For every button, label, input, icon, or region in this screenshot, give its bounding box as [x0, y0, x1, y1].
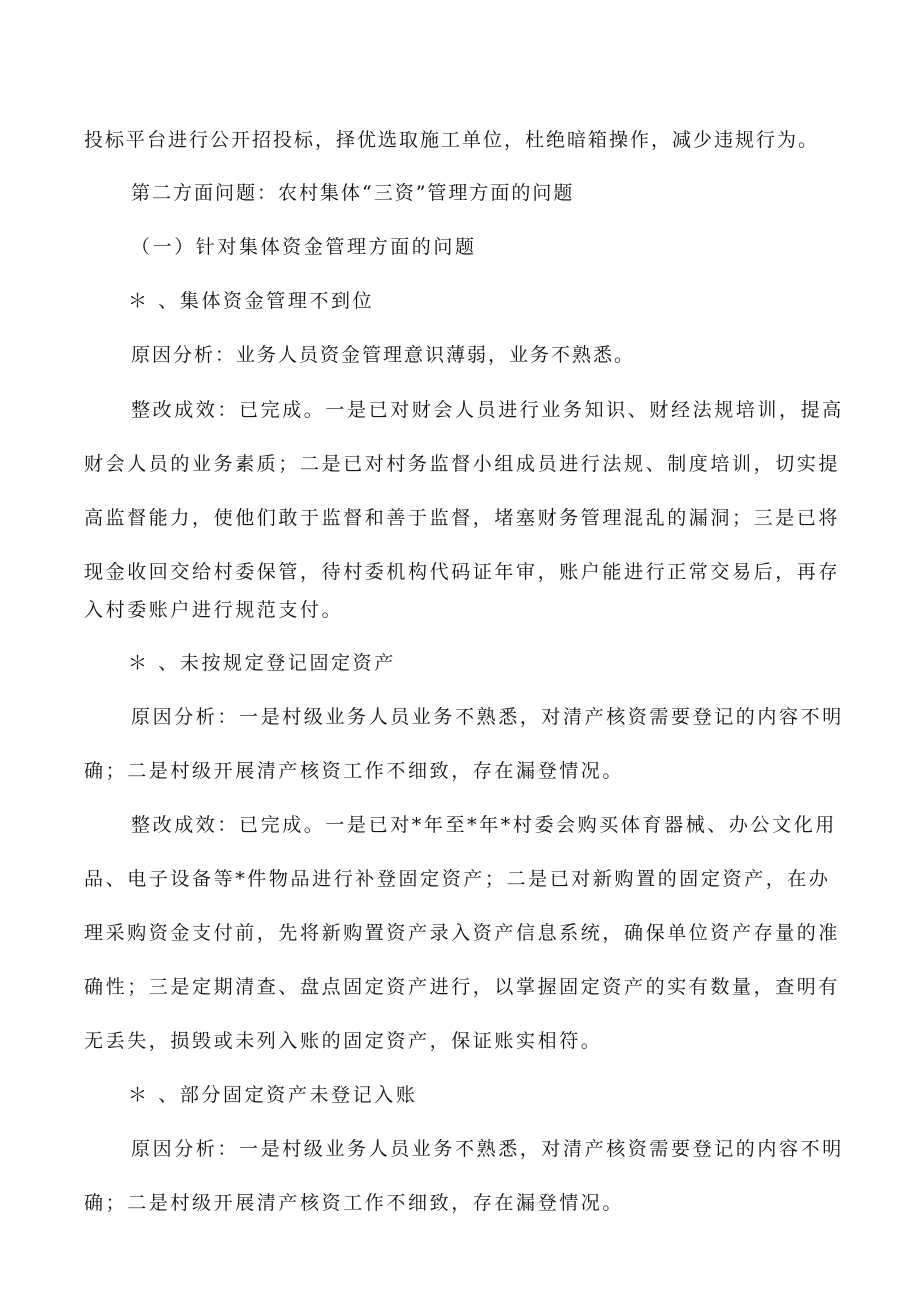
body-line: 确；二是村级开展清产核资工作不细致，存在漏登情况。 — [84, 760, 625, 782]
body-line: 财会人员的业务素质；二是已对村务监督小组成员进行法规、制度培训，切实提 — [84, 453, 841, 475]
body-line: 投标平台进行公开招投标，择优选取施工单位，杜绝暗箱操作，减少违规行为。 — [84, 129, 820, 151]
subsection-heading: （一）针对集体资金管理方面的问题 — [131, 236, 477, 258]
body-line: 原因分析：一是村级业务人员业务不熟悉，对清产核资需要登记的内容不明 — [131, 706, 844, 728]
body-line: 品、电子设备等*件物品进行补登固定资产；二是已对新购置的固定资产，在办 — [84, 868, 831, 890]
item-heading: ＊ 、未按规定登记固定资产 — [128, 652, 396, 674]
body-line: 原因分析：一是村级业务人员业务不熟悉，对清产核资需要登记的内容不明 — [131, 1138, 844, 1160]
body-line: 原因分析：业务人员资金管理意识薄弱，业务不熟悉。 — [131, 344, 636, 366]
body-line: 理采购资金支付前，先将新购置资产录入资产信息系统，确保单位资产存量的准 — [84, 922, 841, 944]
body-line: 高监督能力，使他们敢于监督和善于监督，堵塞财务管理混乱的漏洞；三是已将 — [84, 507, 841, 529]
item-heading: ＊ 、部分固定资产未登记入账 — [128, 1084, 418, 1106]
body-line: 现金收回交给村委保管，待村委机构代码证年审，账户能进行正常交易后，再存 — [84, 561, 841, 583]
item-heading: ＊ 、集体资金管理不到位 — [128, 290, 375, 312]
body-line: 入村委账户进行规范支付。 — [84, 599, 344, 621]
section-heading: 第二方面问题：农村集体“三资”管理方面的问题 — [131, 182, 575, 204]
body-line: 整改成效：已完成。一是已对*年至*年*村委会购买体育器械、办公文化用 — [131, 814, 837, 836]
body-line: 整改成效：已完成。一是已对财会人员进行业务知识、财经法规培训，提高 — [131, 399, 844, 421]
body-line: 无丢失，损毁或未列入账的固定资产，保证账实相符。 — [84, 1030, 603, 1052]
body-line: 确性；三是定期清查、盘点固定资产进行，以掌握固定资产的实有数量，查明有 — [84, 976, 841, 998]
body-line: 确；二是村级开展清产核资工作不细致，存在漏登情况。 — [84, 1192, 625, 1214]
